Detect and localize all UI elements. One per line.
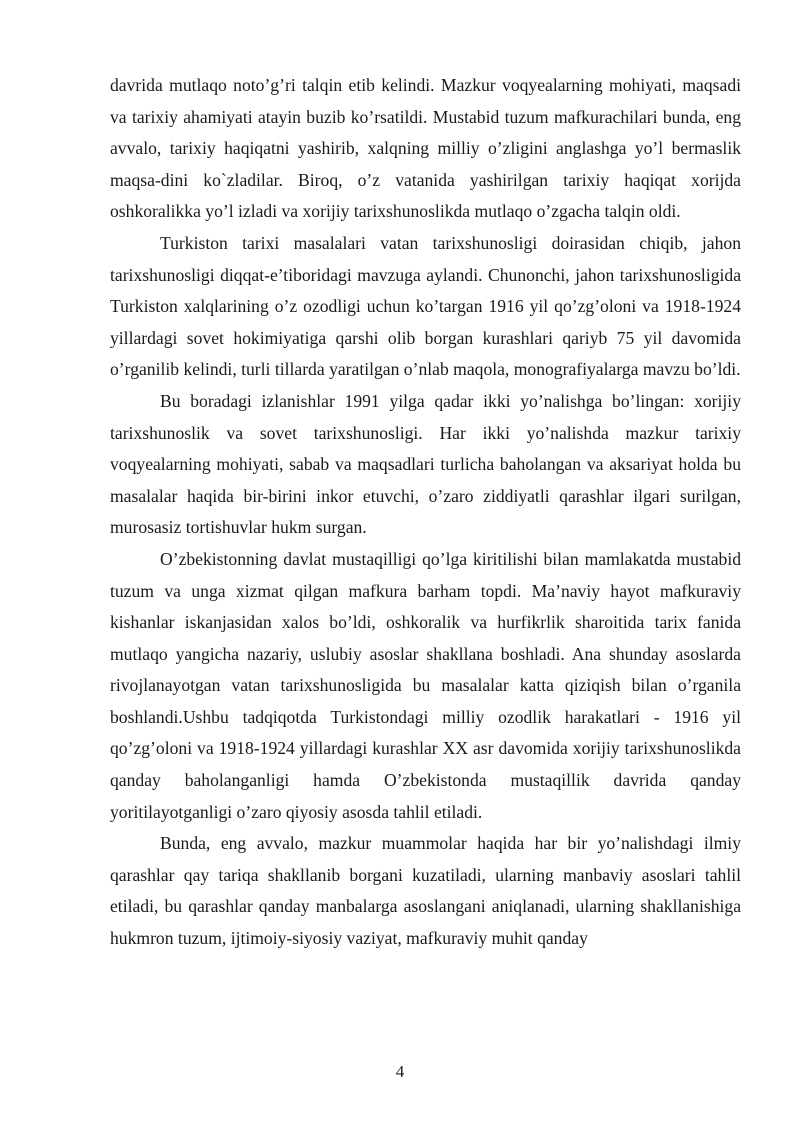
- paragraph: Turkiston tarixi masalalari vatan tarixshunosligi doirasidan chiqib, jahon tarixshunosligi diqqat-e’tiboridagi mavzuga aylandi. Chunonchi, jahon tarixshunosligida Turkiston xalqlarining o’z ozodligi uchun ko’targan 1916 yil qo’zg’oloni va 1918-1924 yillardagi sovet hokimiyatiga qarshi olib borgan kurashlari qariyb 75 yil davomida o’rganilib kelindi, turli tillarda yaratilgan o’nlab maqola, monografiyalarga mavzu bo’ldi.: [110, 232, 741, 380]
- page-number: 4: [395, 1062, 405, 1081]
- paragraph-continuation: davrida mutlaqo noto’g’ri talqin etib kelindi. Mazkur voqyealarning mohiyati, maqsadi va tarixiy ahamiyati atayin buzib ko’rsatildi. Mustabid tuzum mafkurachilari bunda, eng avvalo, tarixiy haqiqatni yashirib, xalqning milliy o’zligini anglashga yo’l bermaslik maqsa-dini ko`zladilar. Biroq, o’z vatanida yashirilgan tarixiy haqiqat xorijda oshkoralikka yo’l izladi va xorijiy tarixshunoslikda mutlaqo o’zgacha talqin oldi.: [110, 75, 741, 222]
- paragraph: Bu boradagi izlanishlar 1991 yilga qadar ikki yo’nalishga bo’lingan: xorijiy tarixshunoslik va sovet tarixshunosligi. Har ikki yo’nalishda mazkur tarixiy voqyealarning mohiyati, sabab va maqsadlari turlicha baholangan va aksariyat holda bu masalalar haqida bir-birini inkor etuvchi, o’zaro ziddiyatli qarashlar ilgari surilgan, murosasiz tortishuvlar hukm surgan.: [110, 390, 741, 538]
- document-body: [110, 70, 741, 955]
- paragraph: Bunda, eng avvalo, mazkur muammolar haqida har bir yo’nalishdagi ilmiy qarashlar qay tariqa shakllanib borgani kuzatiladi, ularning manbaviy asoslari tahlil etiladi, bu qarashlar qanday manbalarga asoslangani aniqlanadi, ularning shakllanishiga hukmron tuzum, ijtimoiy-siyosiy vaziyat, mafkuraviy muhit qanday: [110, 833, 741, 949]
- paragraph: O’zbekistonning davlat mustaqilligi qo’lga kiritilishi bilan mamlakatda mustabid tuzum va unga xizmat qilgan mafkura barham topdi. Ma’naviy hayot mafkuraviy kishanlar iskanjasidan xalos bo’ldi, oshkoralik va hurfikrlik sharoitida tarix fanida mutlaqo yangicha nazariy, uslubiy asoslar shakllana boshladi. Ana shunday asoslarda rivojlanayotgan vatan tarixshunosligida bu masalalar katta qiziqish bilan o’rganila boshlandi.Ushbu tadqiqotda Turkistondagi milliy ozodlik harakatlari - 1916 yil qo’zg’oloni va 1918-1924 yillardagi kurashlar XX asr davomida xorijiy tarixshunoslikda qanday baholanganligi hamda O’zbekistonda mustaqillik davrida qanday yoritilayotganligi o’zaro qiyosiy asosda tahlil etiladi.: [110, 548, 741, 822]
